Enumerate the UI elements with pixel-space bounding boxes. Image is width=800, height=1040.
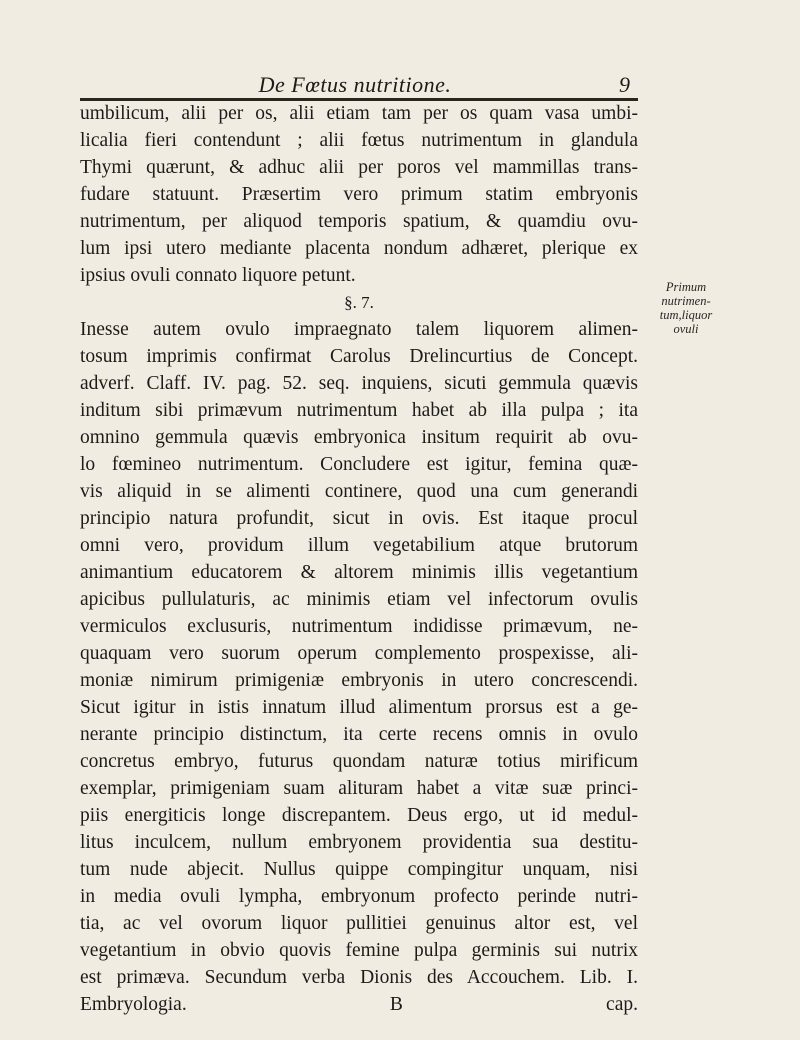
text-line: tum nude abjecit. Nullus quippe compingitur unquam, nisi	[80, 859, 638, 880]
text-line: lo fœmineo nutrimentum. Concludere est igitur, femina quæ-	[80, 454, 638, 475]
text-line: est primæva. Secundum verba Dionis des Accouchem. Lib. I.	[80, 967, 638, 988]
text-line: adverf. Claff. IV. pag. 52. seq. inquiens, sicuti gemmula quævis	[80, 373, 638, 394]
text-line: ipsius ovuli connato liquore petunt.	[80, 265, 356, 286]
text-line: quaquam vero suorum operum complemento prospexisse, ali-	[80, 643, 638, 664]
body-text	[80, 100, 638, 1018]
running-title: De Fœtus nutritione.	[258, 72, 452, 97]
margin-note-line: tum,liquor	[659, 308, 713, 322]
text-line: tia, ac vel ovorum liquor pullitiei genuinus altor est, vel	[80, 913, 638, 934]
text-line: nerante principio distinctum, ita certe recens omnis in ovulo	[80, 724, 638, 745]
text-line: umbilicum, alii per os, alii etiam tam per os quam vasa umbi-	[80, 103, 638, 124]
text-line: moniæ nimirum primigeniæ embryonis in utero concrescendi.	[80, 670, 638, 691]
text-line: exemplar, primigeniam suam alituram habet a vitæ suæ princi-	[80, 778, 638, 799]
margin-note-line: Primum	[665, 280, 707, 294]
text-line: vermiculos exclusuris, nutrimentum indidisse primævum, ne-	[80, 616, 638, 637]
margin-note-line: ovuli	[673, 322, 699, 336]
text-line: litus inculcem, nullum embryonem providentia sua destitu-	[80, 832, 638, 853]
page-number: 9	[619, 72, 630, 97]
margin-note	[645, 280, 727, 336]
text-line: tosum imprimis confirmat Carolus Drelincurtius de Concept.	[80, 346, 638, 367]
text-line: Sicut igitur in istis innatum illud alimentum prorsus est a ge-	[80, 697, 638, 718]
text-line: lum ipsi utero mediante placenta nondum adhæret, plerique ex	[80, 238, 638, 259]
text-line: fudare statuunt. Præsertim vero primum statim embryonis	[80, 184, 638, 205]
text-line: Thymi quærunt, & adhuc alii per poros vel mammillas trans-	[80, 157, 638, 178]
text-line: licalia fieri contendunt ; alii fœtus nutrimentum in glandula	[80, 130, 638, 151]
text-line: nutrimentum, per aliquod temporis spatium, & quamdiu ovu-	[80, 211, 638, 232]
text-line: inditum sibi primævum nutrimentum habet ab illa pulpa ; ita	[80, 400, 638, 421]
text-line: animantium educatorem & altorem minimis illis vegetantium	[80, 562, 638, 583]
text-line: in media ovuli lympha, embryonum profecto perinde nutri-	[80, 886, 638, 907]
catchword-line: Embryologia. B cap.	[80, 994, 638, 1015]
margin-note-line: nutrimen-	[661, 294, 711, 308]
text-line: concretus embryo, futurus quondam naturæ totius mirificum	[80, 751, 638, 772]
text-line: omni vero, providum illum vegetabilium atque brutorum	[80, 535, 638, 556]
text-line: omnino gemmula quævis embryonica insitum requirit ab ovu-	[80, 427, 638, 448]
section-number: §. 7.	[344, 293, 374, 312]
text-line: vis aliquid in se alimenti continere, quod una cum generandi	[80, 481, 638, 502]
text-line: Inesse autem ovulo impraegnato talem liquorem alimen-	[80, 319, 638, 340]
text-line: apicibus pullulaturis, ac minimis etiam vel infectorum ovulis	[80, 589, 638, 610]
text-line: vegetantium in obvio quovis femine pulpa germinis sui nutrix	[80, 940, 638, 961]
text-line: piis energiticis longe discrepantem. Deus ergo, ut id medul-	[80, 805, 638, 826]
text-line: principio natura profundit, sicut in ovis. Est itaque procul	[80, 508, 638, 529]
